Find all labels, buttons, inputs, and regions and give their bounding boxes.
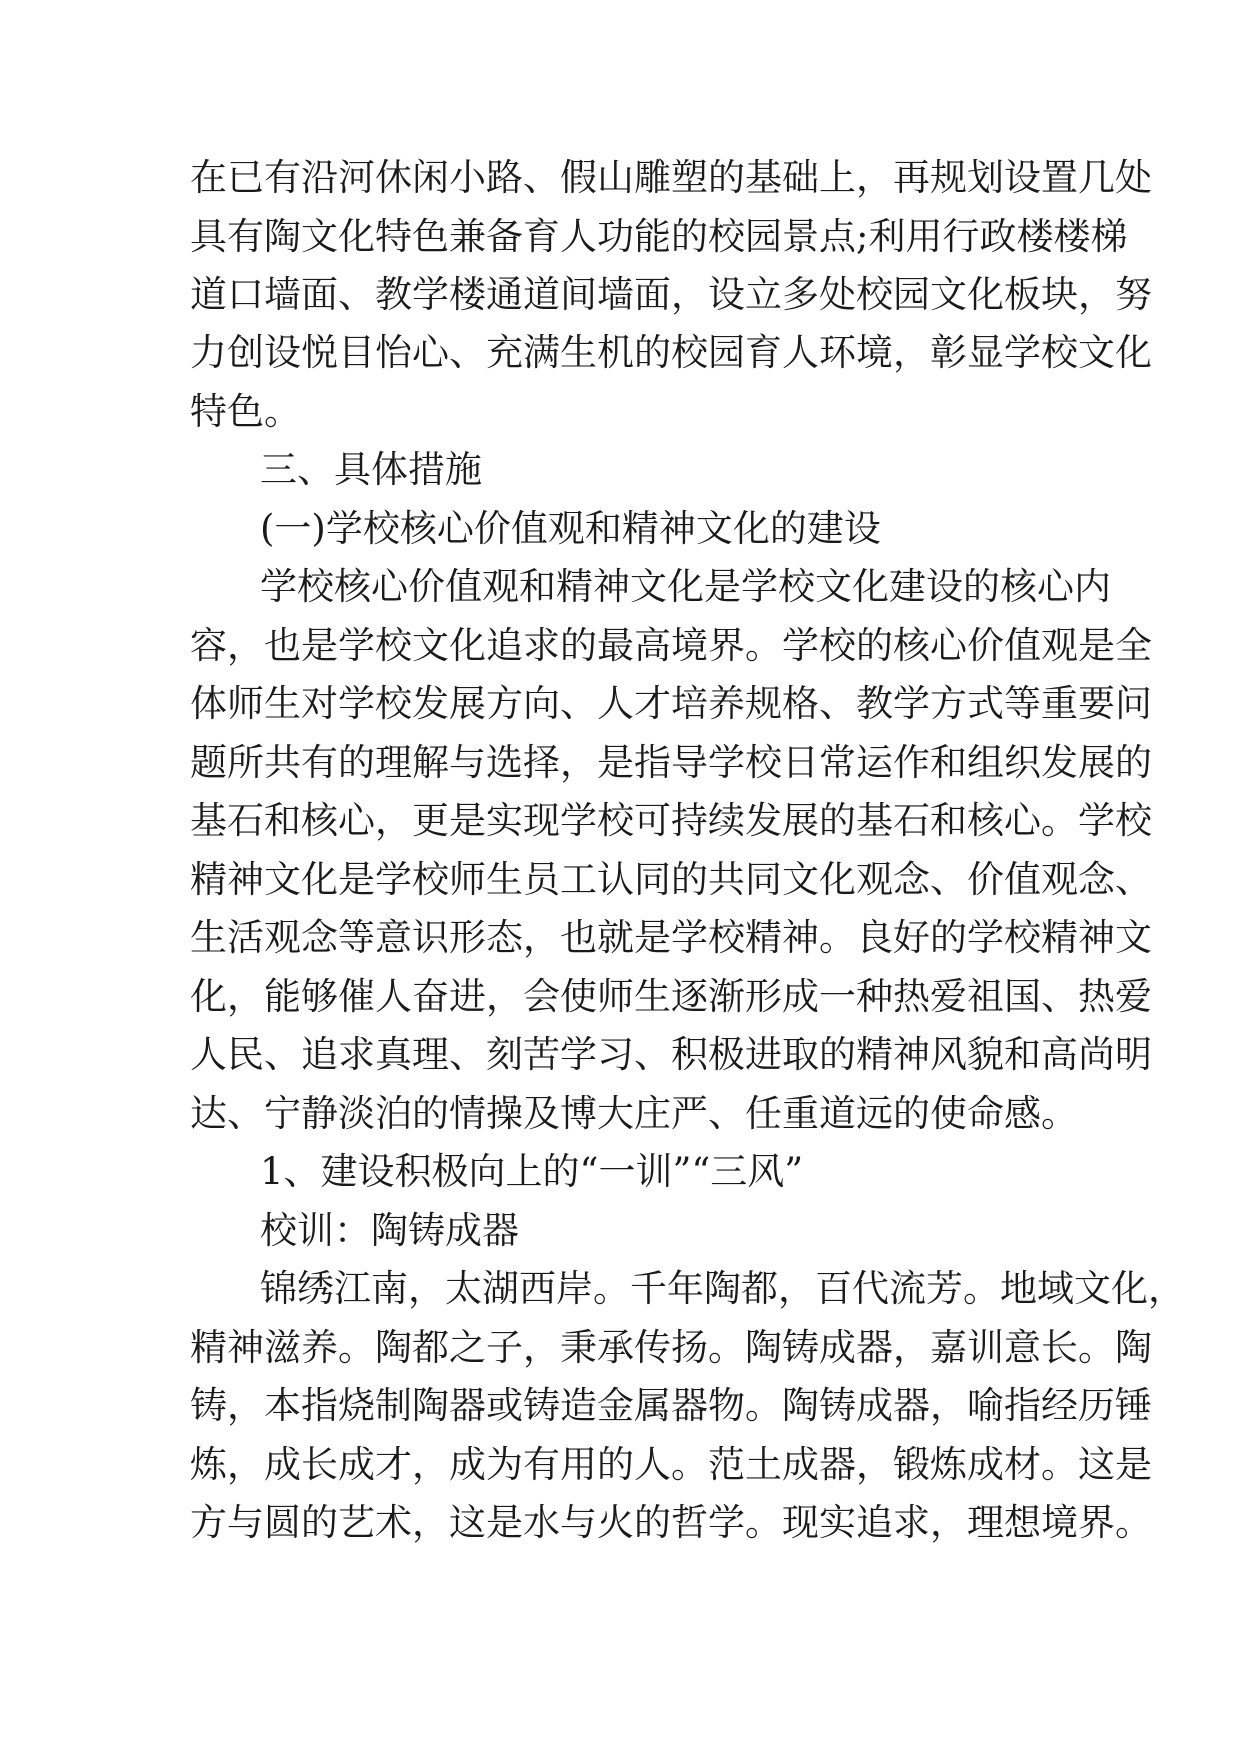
motto-heading: 校训：陶铸成器: [260, 1209, 519, 1252]
core-values-paragraph-line: 题所共有的理解与选择，是指导学校日常运作和组织发展的: [190, 741, 1152, 784]
intro-paragraph-line: 力创设悦目怡心、充满生机的校园育人环境，彰显学校文化: [190, 331, 1152, 374]
core-values-paragraph-line: 人民、追求真理、刻苦学习、积极进取的精神风貌和高尚明: [190, 1033, 1152, 1076]
intro-paragraph-line: 特色。: [190, 390, 301, 433]
intro-paragraph-line: 道口墙面、教学楼通道间墙面，设立多处校园文化板块，努: [190, 273, 1152, 316]
core-values-paragraph-line: 基石和核心，更是实现学校可持续发展的基石和核心。学校: [190, 799, 1152, 842]
section-heading: 三、具体措施: [260, 448, 482, 491]
motto-paragraph-line: 方与圆的艺术，这是水与火的哲学。现实追求，理想境界。: [190, 1501, 1152, 1544]
core-values-paragraph-line: 体师生对学校发展方向、人才培养规格、教学方式等重要问: [190, 682, 1152, 725]
core-values-paragraph-line: 精神文化是学校师生员工认同的共同文化观念、价值观念、: [190, 858, 1152, 901]
motto-paragraph-line: 锦绣江南，太湖西岸。千年陶都，百代流芳。地域文化，: [260, 1267, 1185, 1310]
motto-paragraph-line: 精神滋养。陶都之子，秉承传扬。陶铸成器，嘉训意长。陶: [190, 1326, 1152, 1369]
core-values-paragraph-line: 达、宁静淡泊的情操及博大庄严、任重道远的使命感。: [190, 1092, 1078, 1135]
core-values-paragraph-line: 生活观念等意识形态，也就是学校精神。良好的学校精神文: [190, 916, 1152, 959]
item-heading: 1、建设积极向上的“一训”“三风”: [260, 1150, 804, 1193]
intro-paragraph-line: 具有陶文化特色兼备育人功能的校园景点;利用行政楼楼梯: [190, 215, 1128, 258]
intro-paragraph-line: 在已有沿河休闲小路、假山雕塑的基础上，再规划设置几处: [190, 156, 1152, 199]
subsection-heading: (一)学校核心价值观和精神文化的建设: [260, 507, 881, 550]
motto-paragraph-line: 铸，本指烧制陶器或铸造金属器物。陶铸成器，喻指经历锤: [190, 1384, 1152, 1427]
motto-paragraph-line: 炼，成长成才，成为有用的人。范土成器，锻炼成材。这是: [190, 1443, 1152, 1486]
core-values-paragraph-line: 化，能够催人奋进，会使师生逐渐形成一种热爱祖国、热爱: [190, 975, 1152, 1018]
core-values-paragraph-line: 容，也是学校文化追求的最高境界。学校的核心价值观是全: [190, 624, 1152, 667]
core-values-paragraph-line: 学校核心价值观和精神文化是学校文化建设的核心内: [260, 565, 1111, 608]
